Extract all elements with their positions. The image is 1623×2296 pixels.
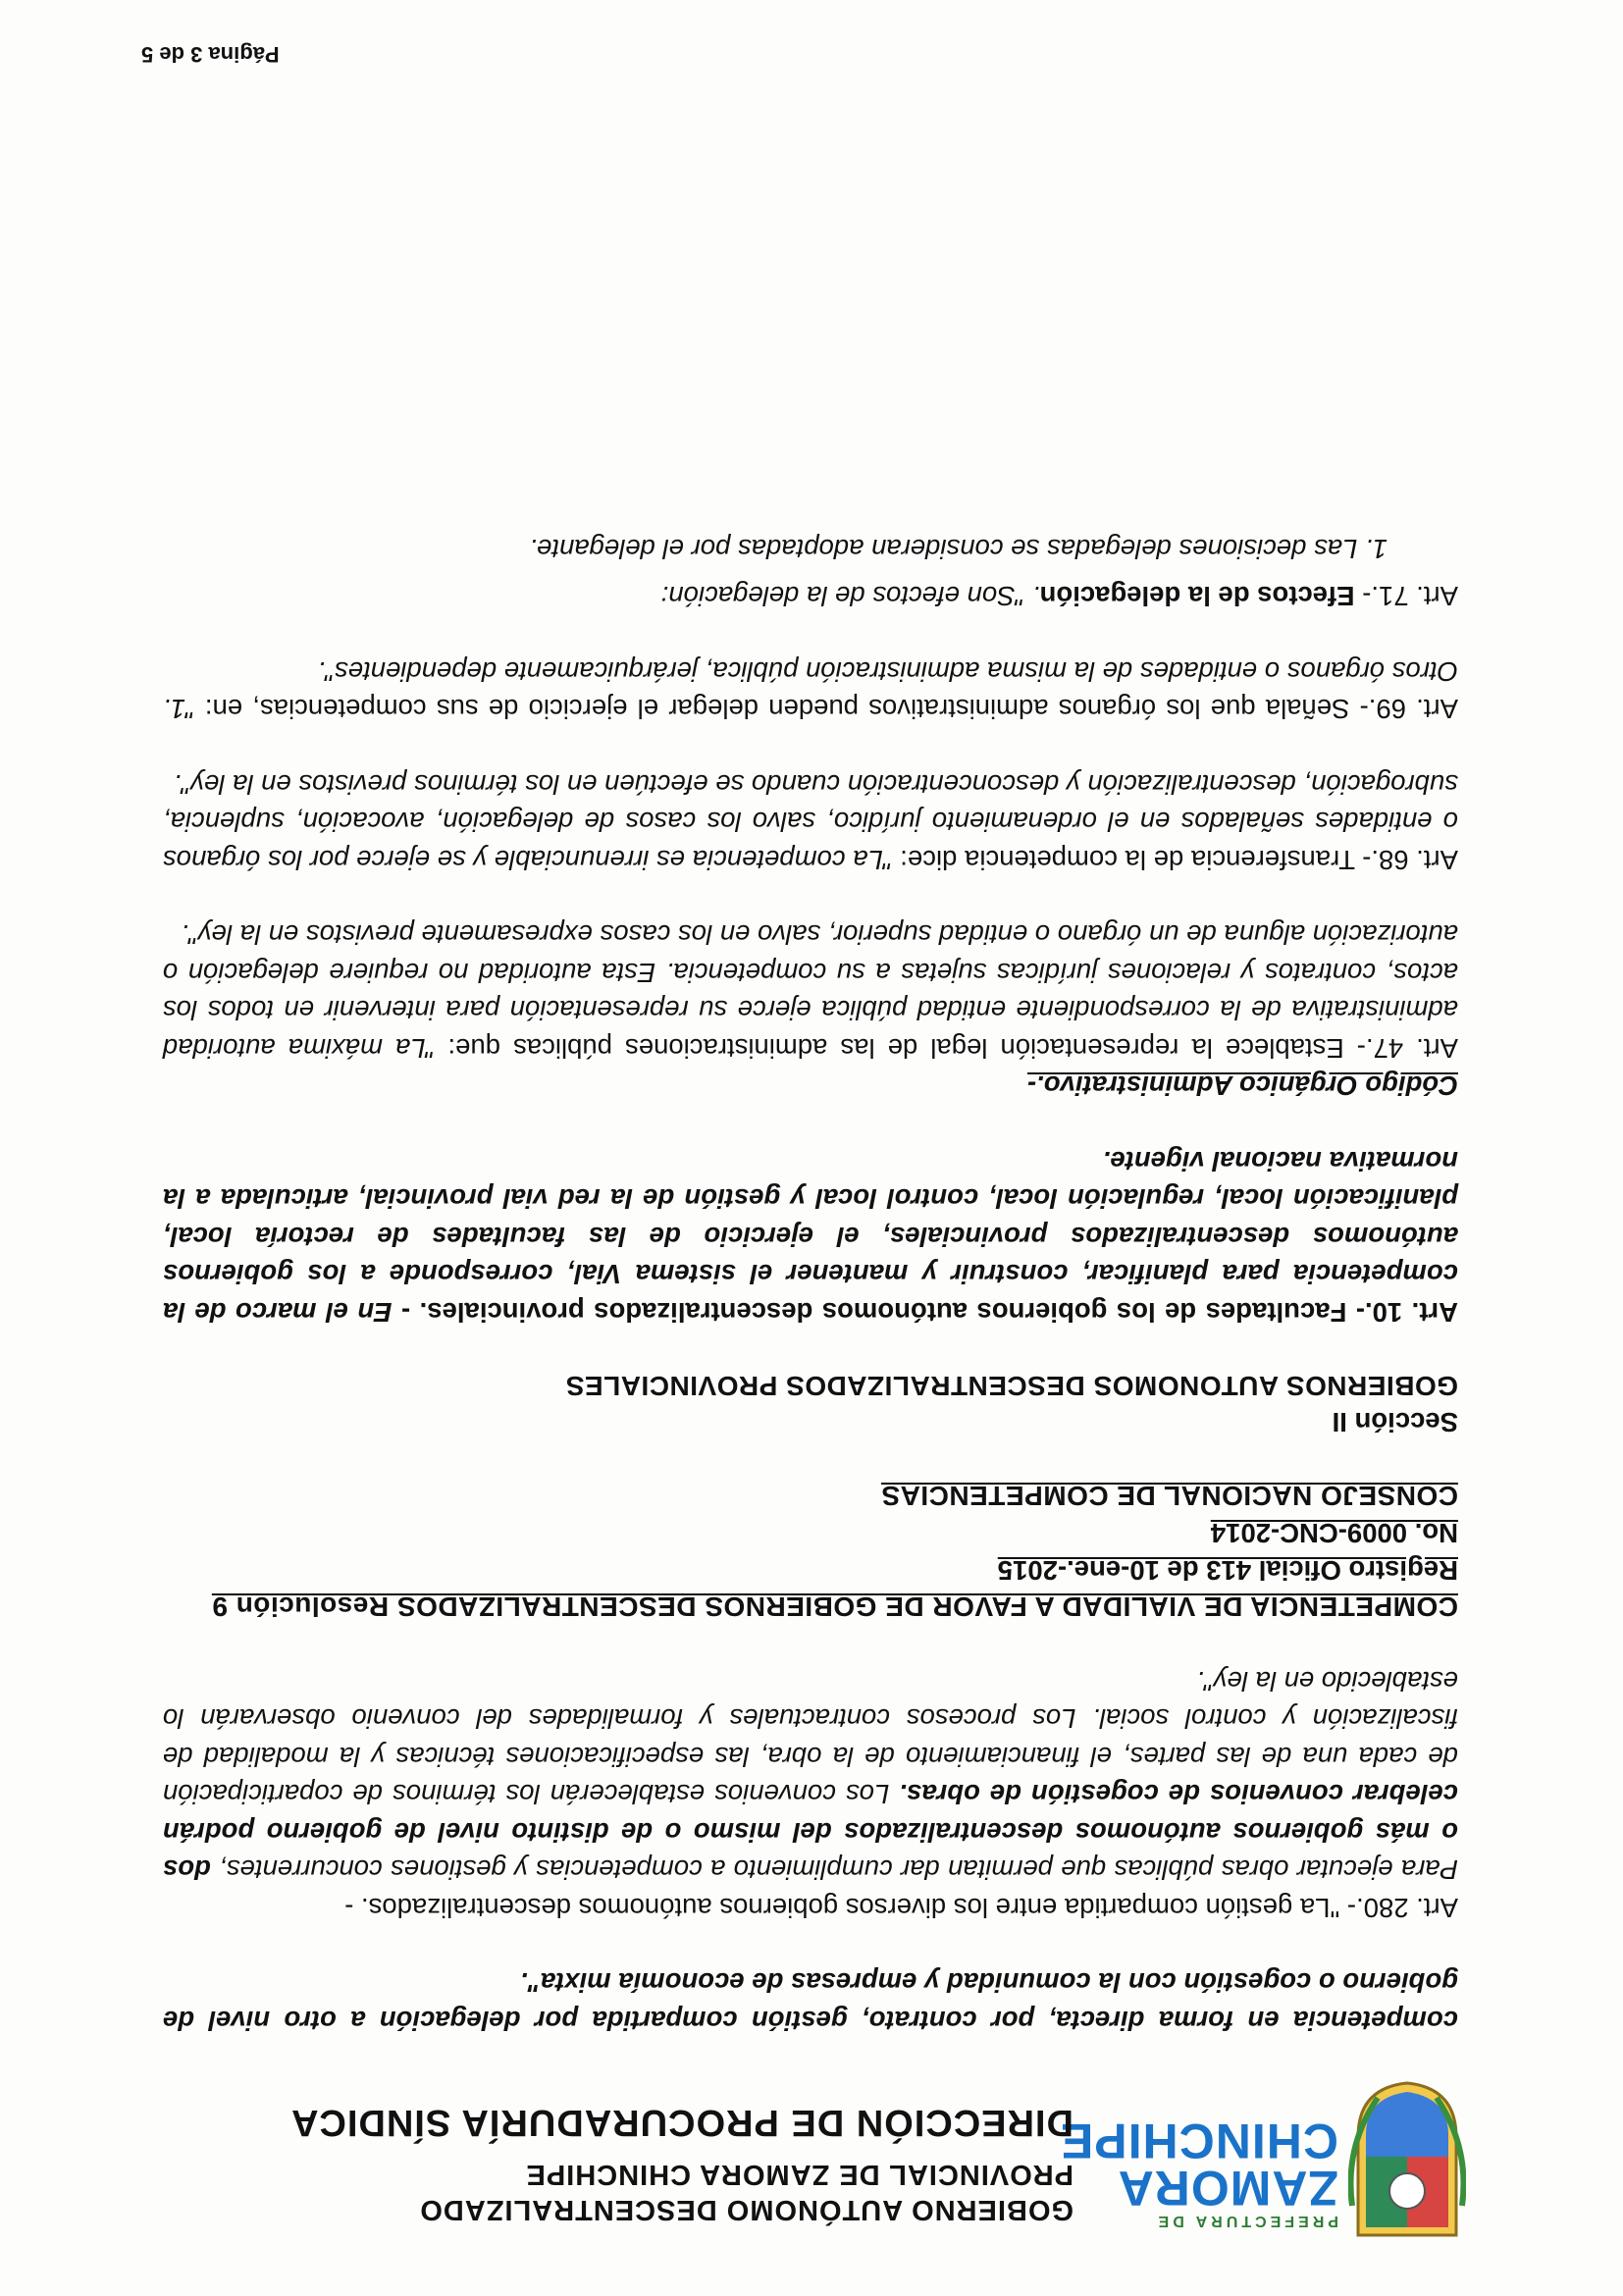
art-69-lead: Art. 69.- Señala que los órganos administrativos pueden delegar el ejercicio de sus competencias, en: <box>194 694 1458 725</box>
document-body <box>163 493 1458 2040</box>
resolution-title: COMPETENCIA DE VIALIDAD A FAVOR DE GOBIERNOS DESCENTRALIZADOS Resolución 9 <box>211 1592 1458 1623</box>
art-280-lead: Art. 280.- "La gestión compartida entre los diversos gobiernos autónomos descentralizados. - <box>344 1893 1458 1923</box>
resolution-heading <box>163 1479 1458 1625</box>
brand-prefix: PREFECTURA DE <box>1154 2213 1338 2229</box>
art-71-bold: Efectos de la delegación <box>1039 581 1355 612</box>
paragraph-art-47 <box>163 915 1458 1067</box>
paragraph-art-68 <box>163 765 1458 879</box>
art-69-text: "1. Otros órganos o entidades de la misma administración pública, jerárquicamente dependientes". <box>163 656 1458 725</box>
art-71-list-item: 1. Las decisiones delegadas se consideran adoptadas por el delegante. <box>529 534 1387 564</box>
art-280-text-a: Para ejecutar obras públicas que permitan dar cumplimiento a competencias y gestiones concurrentes, <box>210 1854 1458 1886</box>
paragraph-art-71 <box>163 577 1458 615</box>
paragraph-art-69 <box>163 652 1458 728</box>
org-line-1: GOBIERNO AUTÓNOMO DESCENTRALIZADO <box>419 2194 1073 2225</box>
organization-block <box>92 2098 1073 2227</box>
letterhead <box>92 2068 1466 2245</box>
org-line-2: PROVINCIAL DE ZAMORA CHINCHIPE <box>525 2159 1073 2190</box>
art-47-text: "La máxima autoridad administrativa de la correspondiente entidad pública ejerce su representación para intervenir en todos los actos, contratos y relaciones jurídicas sujetas a su competencia. Esta autoridad no requiere delegación o autorización alguna de un órgano o entidad superior, salvo en los casos expresamente previstos en la ley". <box>163 919 1458 1064</box>
paragraph-art-10 <box>163 1142 1458 1331</box>
art-47-lead: Art. 47.- Establece la representación legal de las administraciones públicas que: <box>435 1033 1458 1064</box>
resolution-consejo: CONSEJO NACIONAL DE COMPETENCIAS <box>881 1481 1458 1512</box>
paragraph-art-280 <box>163 1662 1458 1927</box>
provincial-seal-icon <box>1348 2078 1466 2245</box>
brand-name-chinchipe: CHINCHIPE <box>1059 2113 1338 2168</box>
brand-block <box>1059 2113 1338 2229</box>
art-280-text-c: Los convenios establecerán los términos de coparticipación de cada una de las partes, el financiamiento de la obra, las especificaciones técnicas y la modalidad de fiscalización y control social. Los procesos contractuales y formalidades del convenio observarán lo establecido en la ley". <box>163 1666 1458 1810</box>
art-71-text: . "Son efectos de la delegación: <box>660 581 1040 612</box>
section-heading <box>163 1368 1458 1441</box>
org-line-3: DIRECCIÓN DE PROCURADURÍA SÍNDICA <box>290 2102 1073 2143</box>
paragraph-competencia: competencia en forma directa, por contrato, gestión compartida por delegación a otro nivel de gobierno o cogestión con la comunidad y empresas de economía mixta". <box>163 1967 1458 2036</box>
art-68-text: "La competencia es irrenunciable y se ejerce por los órganos o entidades señalados en el ordenamiento jurídico, salvo los casos de delegación, avocación, suplencia, subrogación, descentralización y desconcentración cuando se efectúen en los términos previstos en la ley". <box>162 769 1458 875</box>
art-10-lead: Art. 10.- Facultades de los gobiernos autónomos descentralizados provinciales. - <box>392 1297 1458 1328</box>
art-71-lead: Art. 71.- <box>1354 581 1458 612</box>
coa-title: Código Orgánico Administrativo.- <box>1027 1070 1458 1102</box>
art-10-text: En el marco de la competencia para planificar, construir y mantener el sistema Vial, corresponde a los gobiernos autónomos descentralizados provinciales, el ejercicio de las facultades de rectoría local, planificación local, regulación local, control local y gestión de la red vial provincial, articulada a la normativa nacional vigente. <box>163 1146 1458 1328</box>
art-280-text-b: dos o más gobiernos autónomos descentralizados del mismo o de distinto nivel de gobierno podrán celebrar convenios de cogestión de obras. <box>163 1779 1458 1886</box>
art-68-lead: Art. 68.- Transferencia de la competencia dice: <box>892 845 1458 875</box>
page-number: Página 3 de 5 <box>141 42 280 67</box>
resolution-registro: Registro Oficial 413 de 10-ene.-2015 <box>997 1555 1458 1587</box>
resolution-number: No. 0009-CNC-2014 <box>1210 1518 1458 1548</box>
brand-name-zamora: ZAMORA <box>1117 2161 1338 2216</box>
section-subtitle: GOBIERNOS AUTONOMOS DESCENTRALIZADOS PROVINCIALES <box>565 1371 1458 1401</box>
section-title: Sección II <box>1332 1407 1458 1438</box>
